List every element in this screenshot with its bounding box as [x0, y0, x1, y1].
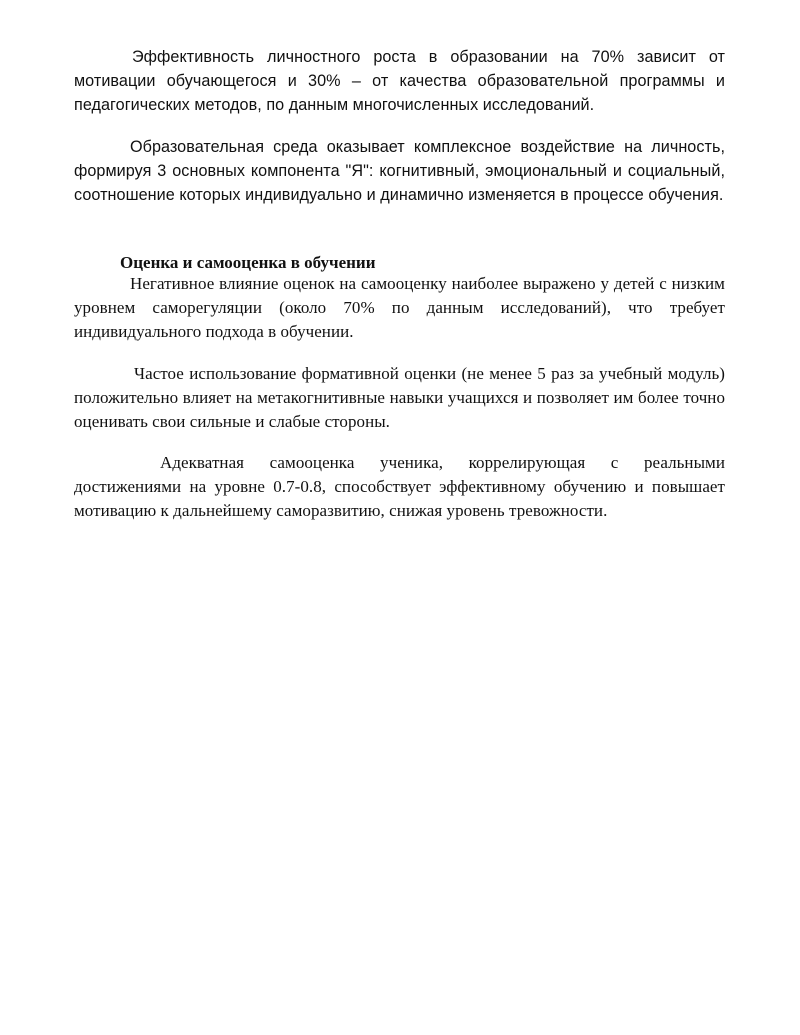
section-heading: Оценка и самооценка в обучении	[120, 253, 376, 272]
paragraph-educational-environment: Образовательная среда оказывает комплексное воздействие на личность, формируя 3 основных компонента "Я": когнитивный, эмоциональный и социальный, соотношение которых индивидуально и динамично изменяется в процессе обучения.	[74, 138, 725, 204]
paragraph-negative-influence: Негативное влияние оценок на самооценку наиболее выражено у детей с низким уровнем саморегуляции (около 70% по данным исследований), что требует индивидуального подхода в обучении.	[74, 274, 725, 341]
paragraph-adequate-self-assessment: Адекватная самооценка ученика, коррелирующая с реальными достижениями на уровне 0.7-0.8, способствует эффективному обучению и повышает мотивацию к дальнейшему саморазвитию, снижая уровень тревожности.	[74, 453, 725, 520]
paragraph-formative-assessment: Частое использование формативной оценки (не менее 5 раз за учебный модуль) положительно влияет на метакогнитивные навыки учащихся и позволяет им более точно оценивать свои сильные и слабые стороны.	[74, 364, 725, 431]
paragraph-motivation-statistics: Эффективность личностного роста в образовании на 70% зависит от мотивации обучающегося и 30% – от качества образовательной программы и педагогических методов, по данным многочисленных исследований.	[74, 48, 725, 114]
